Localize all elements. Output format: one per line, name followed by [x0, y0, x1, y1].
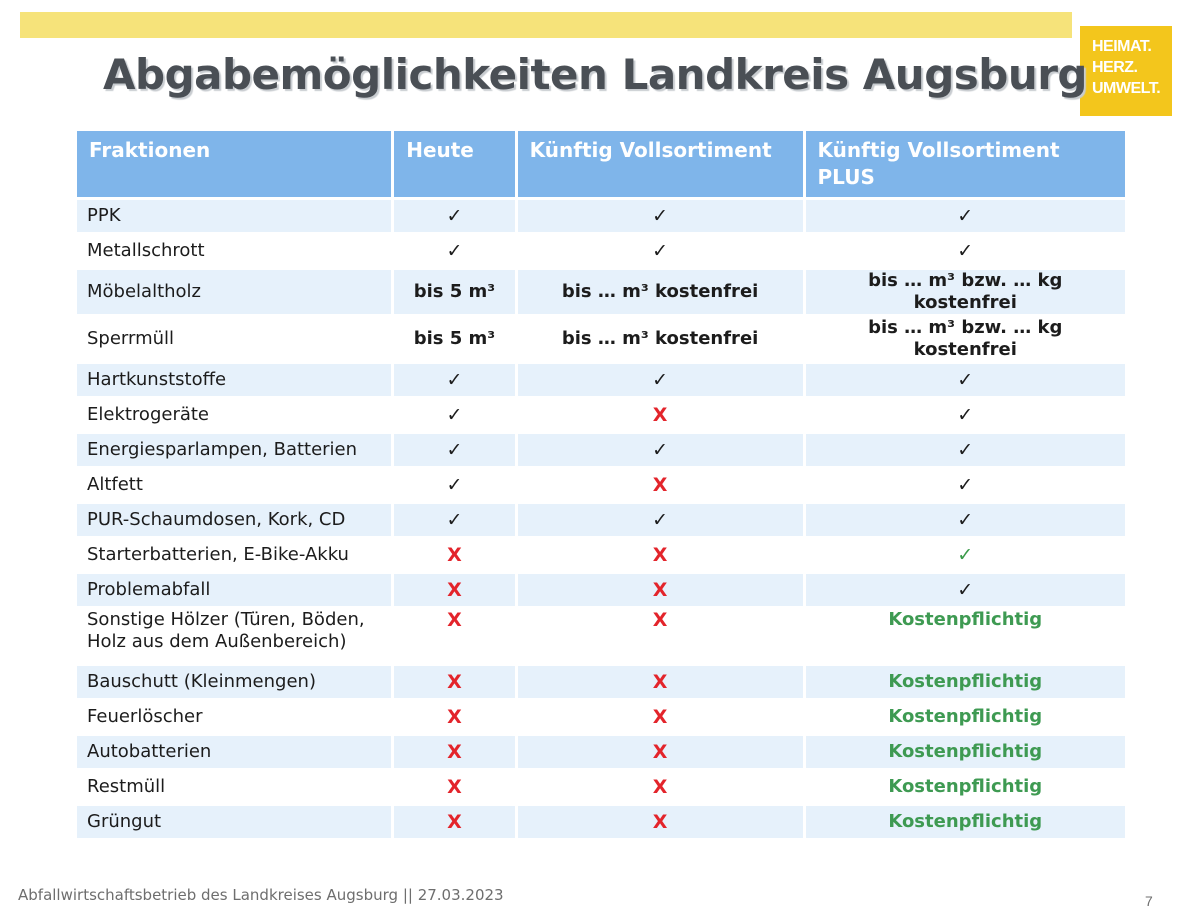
check-icon: ✓: [446, 239, 463, 262]
availability-cell: [806, 701, 1125, 733]
check-icon: ✓: [446, 473, 463, 496]
column-header-heute: Heute: [394, 131, 514, 197]
availability-cell: [806, 270, 1125, 314]
table-header-row: [77, 131, 1125, 197]
availability-cell: [806, 399, 1125, 431]
table-row: [77, 434, 1125, 466]
check-icon: ✓: [957, 508, 974, 531]
logo-line: UMWELT.: [1092, 80, 1161, 97]
table-row: [77, 806, 1125, 838]
fee-status: Kostenpflichtig: [888, 706, 1043, 727]
fraction-label: Metallschrott: [87, 240, 205, 261]
cross-icon: X: [447, 543, 462, 566]
table-row: [77, 736, 1125, 768]
availability-cell: [394, 364, 514, 396]
table-row: [77, 200, 1125, 232]
availability-cell: [806, 574, 1125, 606]
limit-text: bis … m³ bzw. … kg kostenfrei: [868, 270, 1063, 313]
availability-cell: [394, 736, 514, 768]
table-row: [77, 399, 1125, 431]
column-header-fraktionen: Fraktionen: [77, 131, 391, 197]
availability-cell: [518, 771, 803, 803]
availability-cell: [394, 200, 514, 232]
page-number: 7: [1145, 893, 1153, 909]
availability-cell: [806, 434, 1125, 466]
disposal-options-table: [74, 128, 1128, 841]
availability-cell: [394, 469, 514, 501]
fraction-label: Möbelaltholz: [77, 270, 391, 314]
fraction-label: Restmüll: [87, 776, 166, 797]
check-icon: ✓: [957, 473, 974, 496]
cross-icon: X: [652, 705, 668, 728]
availability-cell: [806, 771, 1125, 803]
availability-cell: [518, 200, 803, 232]
check-icon: ✓: [957, 438, 974, 461]
availability-cell: [518, 364, 803, 396]
check-icon: ✓: [446, 508, 463, 531]
check-icon: ✓: [652, 508, 669, 531]
top-accent-bar: [20, 12, 1072, 38]
check-icon: ✓: [652, 204, 669, 227]
check-icon: ✓: [446, 368, 463, 391]
availability-cell: [394, 317, 514, 361]
table-row: [77, 364, 1125, 396]
fee-status: Kostenpflichtig: [888, 609, 1043, 630]
availability-cell: [394, 399, 514, 431]
availability-cell: [394, 539, 514, 571]
table-row: [77, 574, 1125, 606]
availability-cell: [518, 666, 803, 698]
cross-icon: X: [652, 543, 668, 566]
fraction-label: Altfett: [87, 474, 143, 495]
limit-text: bis 5 m³: [413, 281, 496, 302]
cross-icon: X: [652, 740, 668, 763]
cross-icon: X: [447, 609, 462, 631]
availability-cell: [806, 806, 1125, 838]
availability-cell: [394, 609, 514, 663]
availability-cell: [806, 364, 1125, 396]
availability-cell: [806, 504, 1125, 536]
check-icon: ✓: [446, 204, 463, 227]
fraction-label: Problemabfall: [77, 574, 391, 606]
fraction-label: PUR-Schaumdosen, Kork, CD: [77, 504, 391, 536]
fraction-label: Sperrmüll: [87, 328, 175, 349]
column-header-vollsortiment: Künftig Vollsortiment: [518, 131, 803, 197]
availability-cell: [518, 736, 803, 768]
availability-cell: [518, 270, 803, 314]
check-icon: ✓: [957, 403, 974, 426]
check-icon: ✓: [652, 438, 669, 461]
logo-line: HEIMAT.: [1092, 38, 1152, 55]
cross-icon: X: [652, 473, 668, 496]
check-icon: ✓: [957, 578, 974, 601]
fraction-label: PPK: [77, 200, 391, 232]
availability-cell: [394, 666, 514, 698]
availability-cell: [806, 736, 1125, 768]
availability-cell: [806, 539, 1125, 571]
check-icon: ✓: [446, 403, 463, 426]
fraction-label: Elektrogeräte: [87, 404, 210, 425]
availability-cell: [394, 806, 514, 838]
check-icon: ✓: [957, 543, 974, 566]
availability-cell: [394, 434, 514, 466]
cross-icon: X: [447, 670, 462, 693]
cross-icon: X: [447, 740, 462, 763]
check-icon: ✓: [957, 239, 974, 262]
fraction-label: Bauschutt (Kleinmengen): [77, 666, 391, 698]
cross-icon: X: [652, 810, 668, 833]
availability-cell: [518, 609, 803, 663]
availability-cell: [518, 317, 803, 361]
availability-cell: [394, 504, 514, 536]
fraction-label: Starterbatterien, E-Bike-Akku: [87, 544, 349, 565]
fraction-label: Grüngut: [77, 806, 391, 838]
cross-icon: X: [652, 670, 668, 693]
table-row: [77, 539, 1125, 571]
availability-cell: [518, 539, 803, 571]
availability-cell: [518, 806, 803, 838]
availability-cell: [394, 270, 514, 314]
limit-text: bis … m³ kostenfrei: [561, 281, 759, 302]
cross-icon: X: [652, 609, 668, 631]
table-row: [77, 317, 1125, 361]
table-row: [77, 469, 1125, 501]
cross-icon: X: [447, 578, 462, 601]
check-icon: ✓: [652, 239, 669, 262]
table-row: [77, 270, 1125, 314]
footer-text: Abfallwirtschaftsbetrieb des Landkreises Augsburg || 27.03.2023: [18, 886, 504, 904]
availability-cell: [518, 469, 803, 501]
availability-cell: [518, 434, 803, 466]
cross-icon: X: [652, 578, 668, 601]
fraction-label: Sonstige Hölzer (Türen, Böden, Holz aus dem Außenbereich): [87, 609, 365, 652]
table-row: [77, 609, 1125, 663]
availability-cell: [806, 469, 1125, 501]
limit-text: bis 5 m³: [413, 328, 496, 349]
availability-cell: [806, 666, 1125, 698]
table-row: [77, 235, 1125, 267]
check-icon: ✓: [957, 204, 974, 227]
availability-cell: [806, 317, 1125, 361]
availability-cell: [518, 701, 803, 733]
availability-cell: [806, 235, 1125, 267]
cross-icon: X: [447, 775, 462, 798]
table-row: [77, 771, 1125, 803]
cross-icon: X: [447, 705, 462, 728]
limit-text: bis … m³ kostenfrei: [561, 328, 759, 349]
availability-cell: [518, 574, 803, 606]
fraction-label: Autobatterien: [77, 736, 391, 768]
cross-icon: X: [652, 775, 668, 798]
logo-line: HERZ.: [1092, 59, 1138, 76]
fraction-label: Feuerlöscher: [87, 706, 203, 727]
check-icon: ✓: [652, 368, 669, 391]
fee-status: Kostenpflichtig: [888, 776, 1043, 797]
fee-status: Kostenpflichtig: [888, 671, 1043, 692]
availability-cell: [394, 771, 514, 803]
check-icon: ✓: [446, 438, 463, 461]
availability-cell: [806, 200, 1125, 232]
fee-status: Kostenpflichtig: [888, 741, 1043, 762]
availability-cell: [806, 609, 1125, 663]
table-body: [77, 200, 1125, 838]
page-title: Abgabemöglichkeiten Landkreis Augsburg: [103, 50, 1087, 99]
availability-cell: [394, 574, 514, 606]
cross-icon: X: [447, 810, 462, 833]
fraction-label: Hartkunststoffe: [77, 364, 391, 396]
availability-cell: [518, 504, 803, 536]
column-header-vollsortiment-plus: Künftig Vollsortiment PLUS: [806, 131, 1125, 197]
availability-cell: [394, 235, 514, 267]
availability-cell: [518, 399, 803, 431]
fee-status: Kostenpflichtig: [888, 811, 1043, 832]
fraction-label: Energiesparlampen, Batterien: [77, 434, 391, 466]
cross-icon: X: [652, 403, 668, 426]
table-row: [77, 701, 1125, 733]
table-row: [77, 504, 1125, 536]
availability-cell: [518, 235, 803, 267]
availability-cell: [394, 701, 514, 733]
table-row: [77, 666, 1125, 698]
check-icon: ✓: [957, 368, 974, 391]
limit-text: bis … m³ bzw. … kg kostenfrei: [868, 317, 1063, 360]
